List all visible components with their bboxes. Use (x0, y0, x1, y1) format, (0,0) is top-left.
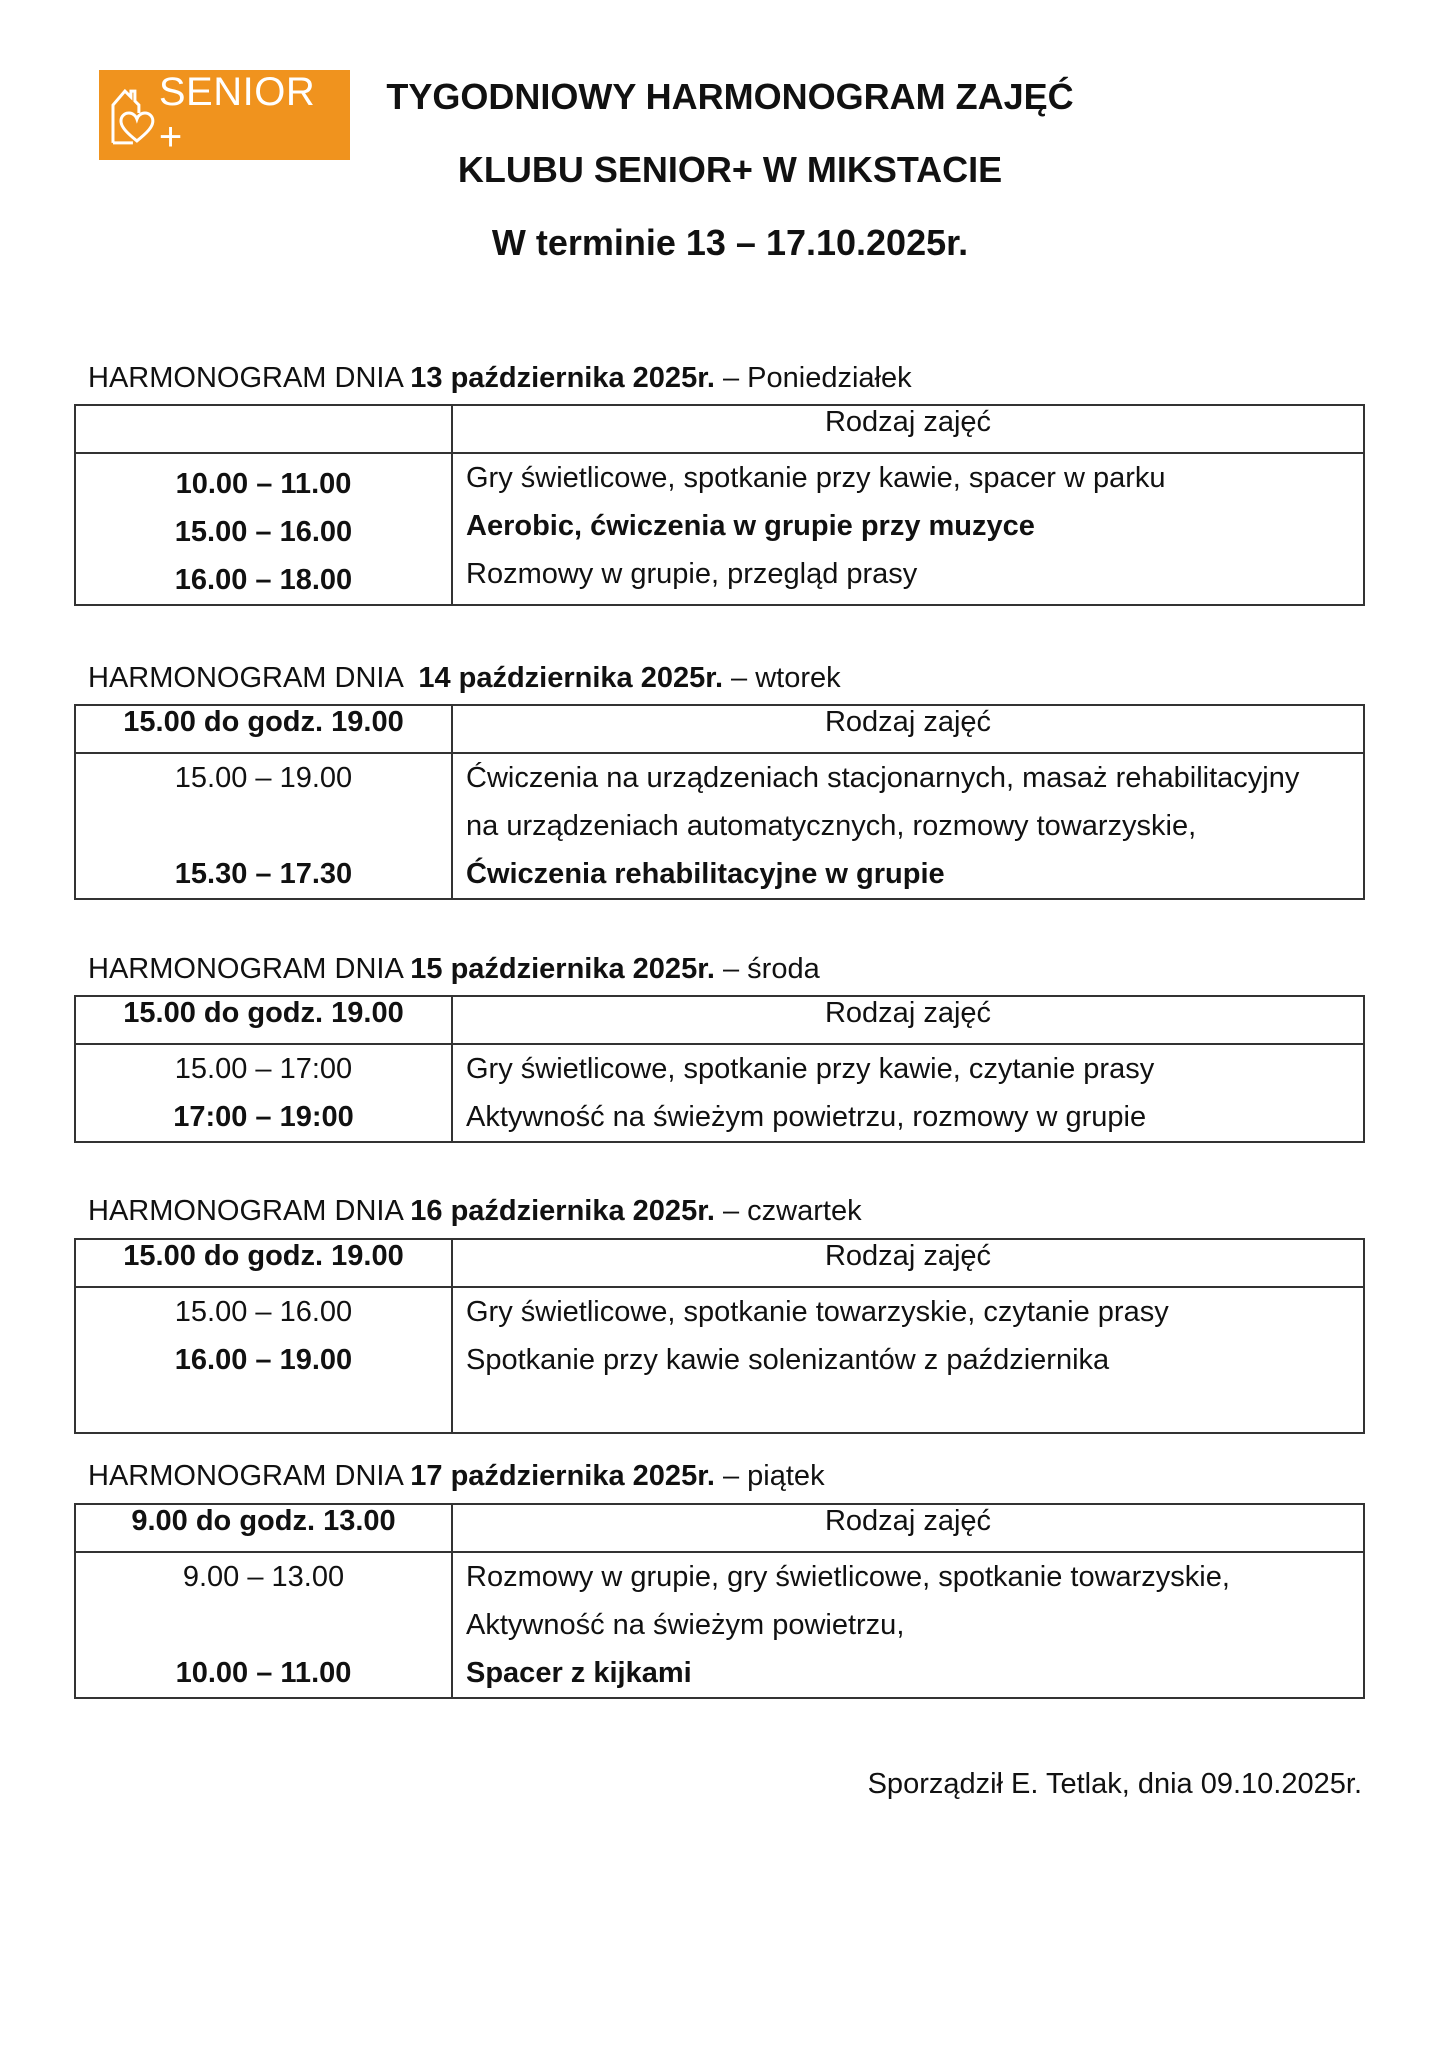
logo-text: SENIOR + (158, 70, 316, 159)
schedule-table-thursday (74, 1238, 1365, 1434)
header-activity: Rodzaj zajęć (452, 1504, 1364, 1552)
header-time: 15.00 do godz. 19.00 (75, 1239, 452, 1287)
time-slot: 16.00 – 19.00 (174, 1344, 353, 1376)
header-time: 15.00 do godz. 19.00 (75, 996, 452, 1044)
table-header-row (75, 996, 1364, 1044)
senior-plus-logo (99, 70, 350, 160)
time-slot: 9.00 – 13.00 (182, 1561, 345, 1593)
day-heading-prefix: HARMONOGRAM DNIA (88, 1195, 411, 1227)
table-row (75, 1552, 1364, 1698)
activity-line: Rozmowy w grupie, gry świetlicowe, spotkanie towarzyskie, (466, 1561, 1230, 1593)
day-heading-weekday: – środa (714, 953, 820, 985)
time-slot: 15.00 – 16.00 (174, 1296, 353, 1328)
time-slot: 15.00 – 19.00 (174, 762, 353, 794)
activity-line: Ćwiczenia rehabilitacyjne w grupie (466, 858, 945, 890)
time-slot: 10.00 – 11.00 (175, 1657, 352, 1689)
activity-line: Gry świetlicowe, spotkanie towarzyskie, czytanie prasy (466, 1296, 1169, 1328)
day-heading-wednesday (88, 951, 820, 987)
day-heading-friday (88, 1458, 825, 1494)
time-slot: 17:00 – 19:00 (173, 1101, 354, 1133)
day-heading-weekday: – piątek (714, 1460, 825, 1492)
header-activity: Rodzaj zajęć (452, 405, 1364, 453)
activity-line: Ćwiczenia na urządzeniach stacjonarnych, masaż rehabilitacyjny (466, 762, 1300, 794)
day-heading-date: 14 października 2025r. (418, 662, 723, 694)
prepared-by-footer: Sporządził E. Tetlak, dnia 09.10.2025r. (867, 1768, 1362, 1800)
day-heading-weekday: – czwartek (714, 1195, 862, 1227)
time-slot: 15.30 – 17.30 (174, 858, 353, 890)
table-row (75, 753, 1364, 899)
day-heading-date: 17 października 2025r. (410, 1460, 715, 1492)
table-row (75, 453, 1364, 605)
day-heading-prefix: HARMONOGRAM DNIA (88, 362, 411, 394)
day-heading-tuesday (88, 660, 841, 696)
table-row (75, 1287, 1364, 1433)
activity-line: Gry świetlicowe, spotkanie przy kawie, czytanie prasy (466, 1053, 1155, 1085)
day-heading-date: 13 października 2025r. (410, 362, 715, 394)
header-time: 15.00 do godz. 19.00 (75, 705, 452, 753)
time-slot: 15.00 – 16.00 (174, 516, 353, 548)
title-line-1: TYGODNIOWY HARMONOGRAM ZAJĘĆ (386, 76, 1074, 117)
schedule-table-monday (74, 404, 1365, 606)
header-activity: Rodzaj zajęć (452, 705, 1364, 753)
day-heading-date: 16 października 2025r. (410, 1195, 715, 1227)
activity-line: Aktywność na świeżym powietrzu, (466, 1609, 905, 1641)
schedule-table-tuesday (74, 704, 1365, 900)
time-slot (76, 802, 451, 850)
activity-line: Aerobic, ćwiczenia w grupie przy muzyce (466, 510, 1035, 542)
day-heading-weekday: – wtorek (723, 662, 841, 694)
time-slot: 15.00 – 17:00 (174, 1053, 353, 1085)
day-heading-prefix: HARMONOGRAM DNIA (88, 953, 411, 985)
activity-line: na urządzeniach automatycznych, rozmowy towarzyskie, (466, 810, 1197, 842)
day-heading-monday (88, 360, 912, 396)
schedule-table-wednesday (74, 995, 1365, 1143)
table-header-row (75, 1504, 1364, 1552)
header-time (75, 405, 452, 453)
header-time: 9.00 do godz. 13.00 (75, 1504, 452, 1552)
activity-line: Gry świetlicowe, spotkanie przy kawie, spacer w parku (466, 462, 1166, 494)
table-row (75, 1044, 1364, 1142)
day-heading-thursday (88, 1193, 862, 1229)
schedule-table-friday (74, 1503, 1365, 1699)
table-header-row (75, 705, 1364, 753)
house-heart-icon (109, 83, 155, 147)
activity-line (466, 1384, 1363, 1432)
day-heading-date: 15 października 2025r. (410, 953, 715, 985)
title-line-2: KLUBU SENIOR+ W MIKSTACIE (457, 149, 1003, 190)
time-slot: 16.00 – 18.00 (174, 564, 353, 596)
activity-line: Spotkanie przy kawie solenizantów z października (466, 1344, 1110, 1376)
activity-line: Aktywność na świeżym powietrzu, rozmowy w grupie (466, 1101, 1147, 1133)
day-heading-prefix: HARMONOGRAM DNIA (88, 662, 419, 694)
title-line-3: W terminie 13 – 17.10.2025r. (491, 222, 969, 263)
header-activity: Rodzaj zajęć (452, 1239, 1364, 1287)
table-header-row (75, 405, 1364, 453)
activity-line: Spacer z kijkami (466, 1657, 692, 1689)
activity-line: Rozmowy w grupie, przegląd prasy (466, 558, 918, 590)
time-slot (76, 1384, 451, 1432)
time-slot: 10.00 – 11.00 (175, 468, 352, 500)
table-header-row (75, 1239, 1364, 1287)
day-heading-weekday: – Poniedziałek (714, 362, 912, 394)
day-heading-prefix: HARMONOGRAM DNIA (88, 1460, 411, 1492)
header-activity: Rodzaj zajęć (452, 996, 1364, 1044)
time-slot (76, 1601, 451, 1649)
